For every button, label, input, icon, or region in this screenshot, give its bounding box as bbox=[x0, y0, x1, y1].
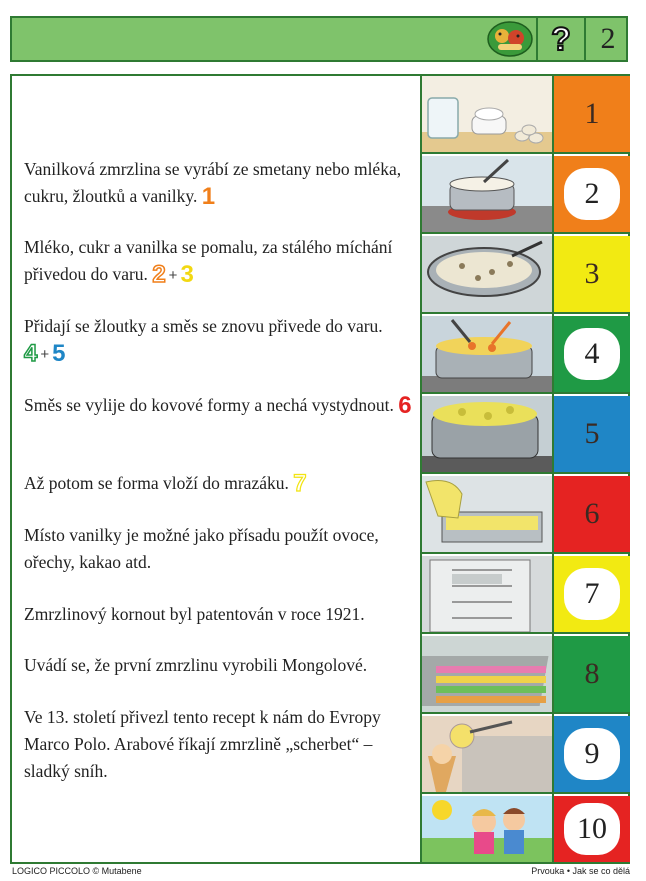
text-column bbox=[24, 76, 414, 862]
paragraph-8: Uvádí se, že první zmrzlinu vyrobili Mongolové. bbox=[24, 655, 368, 675]
number-tile-3[interactable] bbox=[554, 236, 630, 314]
scene-scooping-ice-cream bbox=[422, 716, 552, 794]
tile-number: 10 bbox=[564, 803, 620, 855]
footer-copyright: LOGICO PICCOLO © Mutabene bbox=[12, 866, 142, 876]
paragraph-4 bbox=[24, 392, 414, 419]
step-marker-2: 2 bbox=[152, 261, 166, 288]
number-tile-10[interactable] bbox=[554, 796, 630, 862]
content-frame bbox=[10, 74, 630, 864]
scene-adding-yolks bbox=[422, 316, 552, 394]
paragraph-3 bbox=[24, 313, 414, 368]
tile-number: 7 bbox=[564, 568, 620, 620]
scene-milk-jug-eggs bbox=[422, 76, 552, 154]
scene-pouring-into-form bbox=[422, 476, 552, 554]
step-marker-6: 6 bbox=[398, 392, 412, 419]
paragraph-2 bbox=[24, 234, 414, 289]
tile-number: 2 bbox=[564, 168, 620, 220]
scene-freezer bbox=[422, 556, 552, 634]
tile-number: 6 bbox=[584, 497, 600, 530]
number-tile-9[interactable] bbox=[554, 716, 630, 794]
help-button[interactable] bbox=[536, 18, 586, 60]
scene-pot-on-stove bbox=[422, 156, 552, 234]
paragraph-text: Až potom se forma vloží do mrazáku. bbox=[24, 473, 289, 493]
number-tile-1[interactable] bbox=[554, 76, 630, 154]
paragraph-text: Mléko, cukr a vanilka se pomalu, za stálého míchání přivedou do varu. bbox=[24, 237, 393, 284]
scene-children-in-sun bbox=[422, 796, 552, 862]
paragraph-text: Přidají se žloutky a směs se znovu přivede do varu. bbox=[24, 316, 383, 336]
step-marker-3: 3 bbox=[180, 261, 194, 288]
scene-boiling-mixture bbox=[422, 396, 552, 474]
number-tile-7[interactable] bbox=[554, 556, 630, 634]
scene-stirring-pot bbox=[422, 236, 552, 314]
paragraph-1 bbox=[24, 156, 414, 210]
number-tile-6[interactable] bbox=[554, 476, 630, 554]
number-tile-4[interactable] bbox=[554, 316, 630, 394]
number-tile-2[interactable] bbox=[554, 156, 630, 234]
logico-logo-icon bbox=[484, 18, 536, 60]
tile-number: 3 bbox=[584, 257, 600, 290]
tile-number: 5 bbox=[584, 417, 600, 450]
number-column bbox=[552, 76, 628, 862]
header-bar bbox=[10, 16, 628, 62]
tile-number: 1 bbox=[584, 97, 600, 130]
tile-number: 4 bbox=[564, 328, 620, 380]
plus-sign: + bbox=[40, 346, 50, 363]
tile-number: 8 bbox=[584, 657, 600, 690]
paragraph-6: Místo vanilky je možné jako přísadu použít ovoce, ořechy, kakao atd. bbox=[24, 525, 379, 572]
step-marker-4: 4 bbox=[24, 340, 38, 367]
footer-subject: Prvouka • Jak se co dělá bbox=[531, 866, 630, 876]
paragraph-9: Ve 13. století přivezl tento recept k nám do Evropy Marco Polo. Arabové říkají zmrzlině „scherbet“ – sladký sníh. bbox=[24, 707, 381, 781]
paragraph-5 bbox=[24, 470, 414, 497]
step-marker-1: 1 bbox=[201, 183, 216, 210]
paragraph-text: Vanilková zmrzlina se vyrábí ze smetany nebo mléka, cukru, žloutků a vanilky. bbox=[24, 159, 402, 206]
paragraph-text: Směs se vylije do kovové formy a nechá vystydnout. bbox=[24, 395, 394, 415]
plus-sign: + bbox=[168, 267, 178, 284]
step-marker-5: 5 bbox=[52, 340, 66, 367]
number-tile-5[interactable] bbox=[554, 396, 630, 474]
page-number: 2 bbox=[600, 22, 616, 55]
tile-number: 9 bbox=[564, 728, 620, 780]
paragraph-7: Zmrzlinový kornout byl patentován v roce 1921. bbox=[24, 604, 365, 624]
number-tile-8[interactable] bbox=[554, 636, 630, 714]
step-marker-7: 7 bbox=[293, 470, 307, 497]
scene-ice-cream-bars bbox=[422, 636, 552, 714]
question-mark-icon: ? bbox=[551, 21, 571, 57]
illustration-strip bbox=[420, 76, 552, 862]
